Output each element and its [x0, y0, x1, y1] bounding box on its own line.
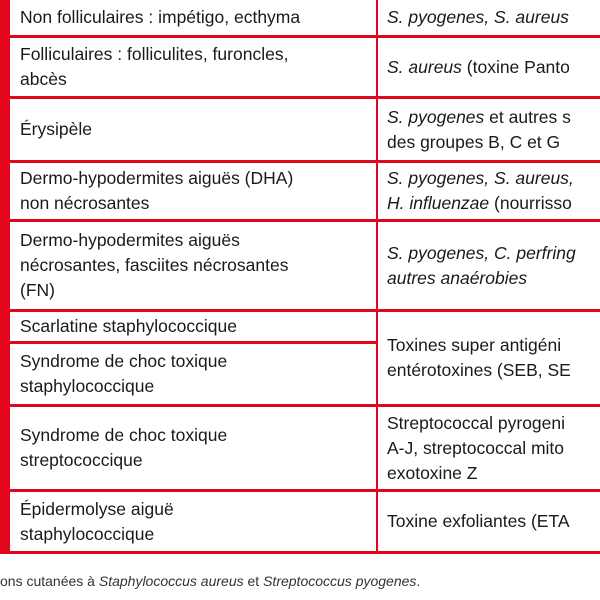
table-caption: [0, 573, 600, 589]
pathogen-cell: Toxines super antigéni entérotoxines (SEB, SE: [387, 335, 571, 380]
infection-cell: Dermo-hypodermites aiguës nécrosantes, fasciites nécrosantes (FN): [20, 230, 289, 300]
pathogen-italic: S. aureus: [387, 56, 462, 77]
infection-cell: Dermo-hypodermites aiguës (DHA) non nécrosantes: [20, 168, 294, 213]
pathogen-rest: et autres s des groupes B, C et G: [387, 106, 571, 152]
pathogen-italic: S. pyogenes: [387, 106, 485, 127]
pathogen-cell: S. pyogenes, S. aureus: [387, 7, 569, 27]
pathogen-cell: Streptococcal pyrogeni A-J, streptococcal mito exotoxine Z: [387, 412, 566, 483]
pathogen-cell: Toxine exfoliantes (ETA: [387, 511, 570, 531]
infection-cell: Folliculaires : folliculites, furoncles, abcès: [20, 44, 289, 89]
caption-organism: Streptococcus pyogenes: [263, 573, 417, 589]
pathogen-cell: [387, 163, 600, 219]
caption-prefix: ons cutanées à: [0, 573, 99, 589]
row-divider: [0, 551, 600, 554]
infection-cell: Syndrome de choc toxique staphylococcique: [20, 351, 228, 396]
infection-cell: Syndrome de choc toxique streptococcique: [20, 425, 228, 470]
infection-cell: Non folliculaires : impétigo, ecthyma: [20, 7, 301, 27]
pathogen-cell: [387, 38, 600, 96]
column-divider: [376, 0, 378, 554]
pathogen-cell: [387, 99, 600, 160]
pathogen-rest: (toxine Panto: [461, 56, 570, 77]
pathogen-italic: S. pyogenes, S. aureus, H. influenzae: [387, 168, 574, 213]
infection-cell: Érysipèle: [20, 119, 92, 139]
infection-cell: Épidermolyse aiguë staphylococcique: [20, 498, 174, 544]
left-accent-bar: [0, 0, 10, 554]
pathogen-rest: (nourrisso: [489, 193, 572, 213]
caption-suffix: .: [416, 573, 421, 589]
infection-cell: Scarlatine staphylococcique: [20, 316, 237, 336]
caption-connector: et: [243, 573, 264, 589]
caption-organism: Staphylococcus aureus: [98, 573, 244, 589]
pathogen-cell: S. pyogenes, C. perfring autres anaérobies: [387, 242, 576, 288]
